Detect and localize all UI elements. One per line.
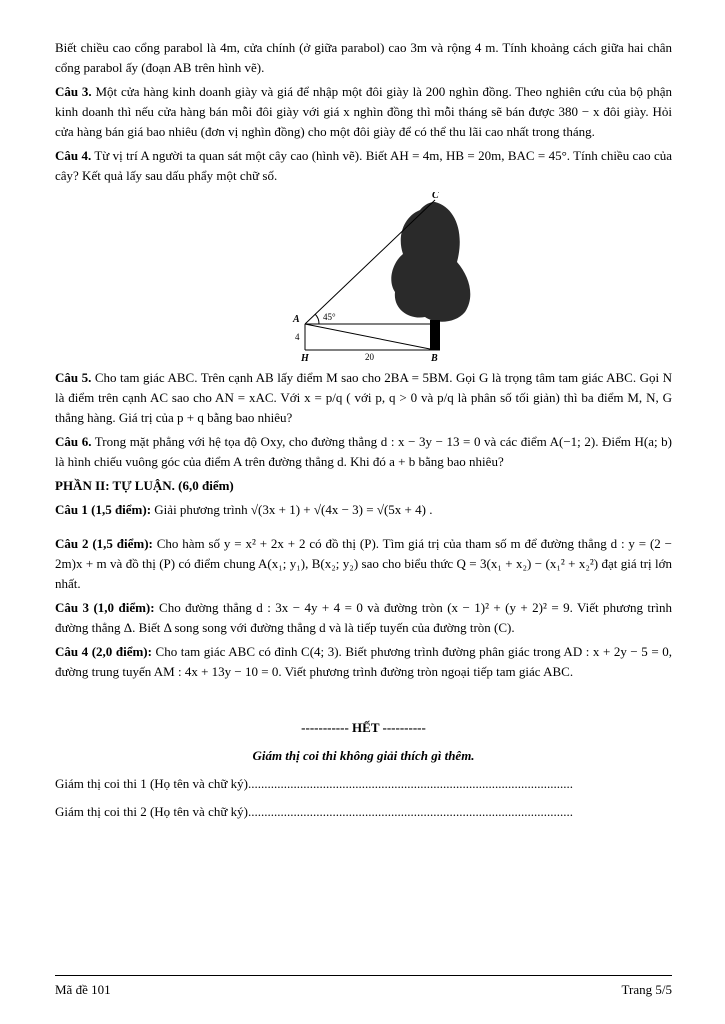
label-c: C (432, 192, 439, 201)
essay-3 (55, 598, 672, 638)
label-h: H (301, 353, 309, 362)
essay-1-text: Giải phương trình √(3x + 1) + √(4x − 3) = √(5x + 4) . (151, 502, 433, 517)
exam-page (55, 38, 672, 826)
essay-2 (55, 534, 672, 594)
label-4: 4 (295, 332, 300, 342)
page-number: Trang 5/5 (621, 982, 672, 997)
question-3-text: Một cửa hàng kinh doanh giày và giá để nhập một đôi giày là 200 nghìn đồng. Theo nghiên cứu của bộ phận kinh doanh thì nếu cửa hàng bán mỗi đôi giày với giá x nghìn đồng thì mỗi tháng sẽ bán được 380 − x đôi giày. Hỏi cửa hàng bán giá bao nhiêu (đơn vị nghìn đồng) cho một đôi giày để có thể thu lãi cao nhất trong tháng. (55, 84, 672, 139)
tree-crown-shape (391, 202, 470, 322)
question-6 (55, 432, 672, 472)
label-a: A (293, 314, 300, 325)
end-marker: ----------- HẾT ---------- (301, 720, 426, 735)
label-angle: 45° (323, 312, 336, 322)
question-3-label: Câu 3. (55, 84, 92, 99)
part-2-title: PHẦN II: TỰ LUẬN. (6,0 điểm) (55, 478, 234, 493)
label-20: 20 (365, 352, 374, 362)
essay-3-label: Câu 3 (1,0 điểm): (55, 600, 155, 615)
question-4-label: Câu 4. (55, 148, 92, 163)
label-b: B (431, 353, 438, 362)
question-5 (55, 368, 672, 428)
exam-code: Mã đề 101 (55, 982, 111, 997)
question-3 (55, 82, 672, 142)
tree-figure (55, 192, 672, 362)
signature-line-2: Giám thị coi thi 2 (Họ tên và chữ ký).................................................................................................... (55, 804, 573, 819)
question-4-text: Từ vị trí A người ta quan sát một cây cao (hình vẽ). Biết AH = 4m, HB = 20m, BAC = 45°. Tính chiều cao của cây? Kết quả lấy sau dấu phẩy một chữ số. (55, 148, 672, 183)
essay-4 (55, 642, 672, 682)
essay-2-label: Câu 2 (1,5 điểm): (55, 536, 153, 551)
question-6-label: Câu 6. (55, 434, 92, 449)
proctor-note: Giám thị coi thi không giải thích gì thêm. (252, 748, 475, 763)
question-5-text: Cho tam giác ABC. Trên cạnh AB lấy điểm M sao cho 2BA = 5BM. Gọi G là trọng tâm tam giác ABC. Gọi N là điểm trên cạnh AC sao cho AN = xAC. Với x = p/q ( với p, q > 0 và p/q là phân số tối giản) thì ba điểm M, N, G thẳng hàng. Giá trị của p + q bằng bao nhiêu? (55, 370, 672, 425)
page-footer (55, 975, 672, 998)
question-5-label: Câu 5. (55, 370, 92, 385)
essay-1 (55, 500, 672, 520)
essay-2-text: Cho hàm số y = x² + 2x + 2 có đồ thị (P). Tìm giá trị của tham số m để đường thẳng d : y = (2 − 2m)x + m và đồ thị (P) có điểm chung A(x₁; y₁), B(x₂; y₂) sao cho biểu thức Q = 3(x₁ + x₂) − (x₁² + x₂²) đạt giá trị lớn nhất. (55, 536, 672, 591)
question-6-text: Trong mặt phẳng với hệ tọa độ Oxy, cho đường thẳng d : x − 3y − 13 = 0 và các điểm A(−1; 2). Điểm H(a; b) là hình chiếu vuông góc của điểm A trên đường thẳng d. Khi đó a + b bằng bao nhiêu? (55, 434, 672, 469)
question-2-tail: Biết chiều cao cổng parabol là 4m, cửa chính (ở giữa parabol) cao 3m và rộng 4 m. Tính khoảng cách giữa hai chân cổng parabol ấy (đoạn AB trên hình vẽ). (55, 40, 672, 75)
essay-3-text: Cho đường thẳng d : 3x − 4y + 4 = 0 và đường tròn (x − 1)² + (y + 2)² = 9. Viết phương trình đường thẳng Δ. Biết Δ song song với đường thẳng d và là tiếp tuyến của đường tròn (C). (55, 600, 672, 635)
essay-4-text: Cho tam giác ABC có đỉnh C(4; 3). Biết phương trình đường phân giác trong AD : x + 2y − 5 = 0, đường trung tuyến AM : 4x + 13y − 10 = 0. Viết phương trình đường tròn ngoại tiếp tam giác ABC. (55, 644, 672, 679)
question-4 (55, 146, 672, 186)
signature-line-1: Giám thị coi thi 1 (Họ tên và chữ ký).................................................................................................... (55, 776, 573, 791)
essay-4-label: Câu 4 (2,0 điểm): (55, 644, 152, 659)
tree-diagram (285, 192, 485, 362)
essay-1-label: Câu 1 (1,5 điểm): (55, 502, 152, 517)
